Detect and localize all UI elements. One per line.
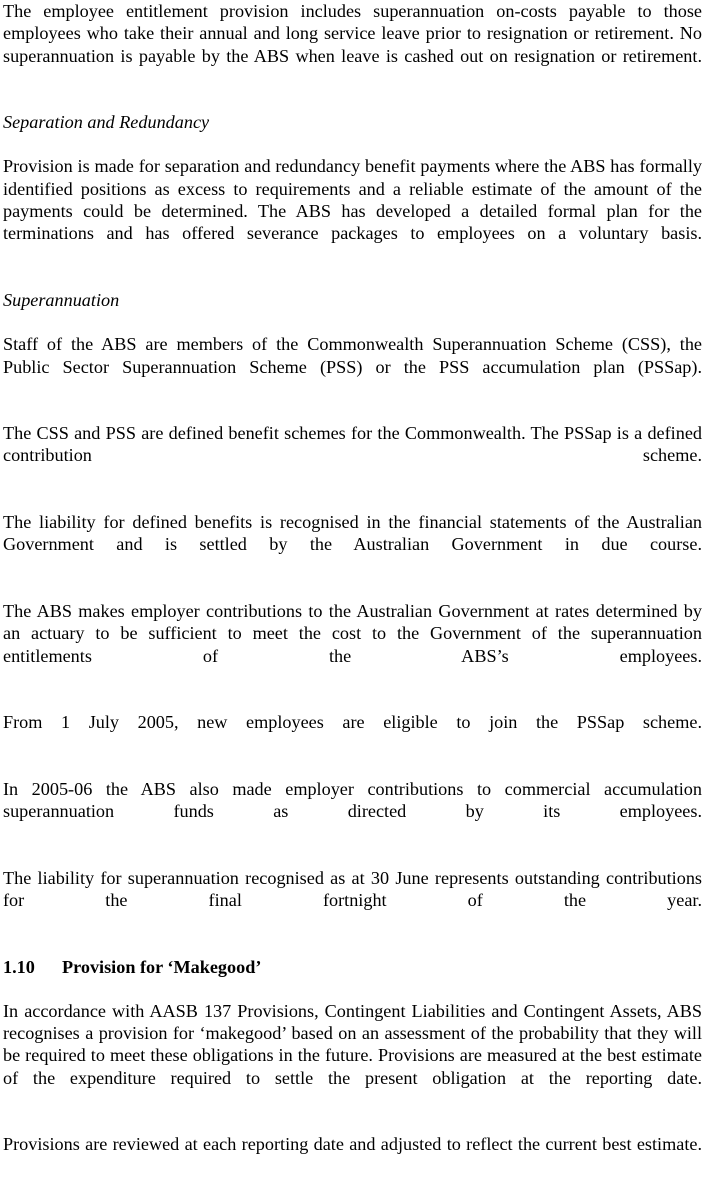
paragraph-staff-scheme-membership: Staff of the ABS are members of the Commonwealth Superannuation Scheme (CSS), the Public Sector Superannuation Scheme (PSS) or the PSS accumulation plan (PSSap). (3, 334, 702, 377)
heading-title: Provision for ‘Makegood’ (62, 956, 262, 977)
paragraph-aasb-137-makegood-provision: In accordance with AASB 137 Provisions, Contingent Liabilities and Contingent Assets, ABS recognises a provision for ‘makegood’ based on an assessment of the probability that they will be required to meet these obligations in the future. Provisions are measured at the best estimate of the expenditure required to settle the present obligation at the reporting date. (3, 1000, 702, 1088)
paragraph-employer-contributions-rates: The ABS makes employer contributions to the Australian Government at rates determined by an actuary to be sufficient to meet the cost to the Government of the superannuation entitlements of the ABS’s employees. (3, 600, 702, 666)
paragraph-defined-benefit-liability: The liability for defined benefits is recognised in the financial statements of the Australian Government and is settled by the Australian Government in due course. (3, 512, 702, 555)
paragraph-provisions-reviewed-each-date: Provisions are reviewed at each reporting date and adjusted to reflect the current best estimate. (3, 1134, 702, 1155)
paragraph-superannuation-liability-30-june: The liability for superannuation recognised as at 30 June represents outstanding contributions for the final fortnight of the year. (3, 867, 702, 910)
subheading-separation-and-redundancy: Separation and Redundancy (3, 112, 210, 133)
paragraph-css-pss-defined-benefit: The CSS and PSS are defined benefit schemes for the Commonwealth. The PSSap is a defined contribution scheme. (3, 423, 702, 466)
paragraph-pssap-eligibility-2005: From 1 July 2005, new employees are eligible to join the PSSap scheme. (3, 712, 702, 733)
heading-number: 1.10 (3, 956, 35, 977)
paragraph-employee-entitlement-provision: The employee entitlement provision includes superannuation on-costs payable to those employees who take their annual and long service leave prior to resignation or retirement. No superannuation is payable by the ABS when leave is cashed out on resignation or retirement. (3, 1, 702, 66)
subheading-superannuation: Superannuation (3, 289, 120, 310)
heading-1-10-provision-for-makegood (3, 956, 702, 978)
paragraph-separation-redundancy-provision: Provision is made for separation and redundancy benefit payments where the ABS has formally identified positions as excess to requirements and a reliable estimate of the amount of the payments could be determined. The ABS has developed a detailed formal plan for the terminations and has offered severance packages to employees on a voluntary basis. (3, 156, 702, 244)
paragraph-commercial-accumulation-funds: In 2005-06 the ABS also made employer contributions to commercial accumulation superannuation funds as directed by its employees. (3, 778, 702, 822)
